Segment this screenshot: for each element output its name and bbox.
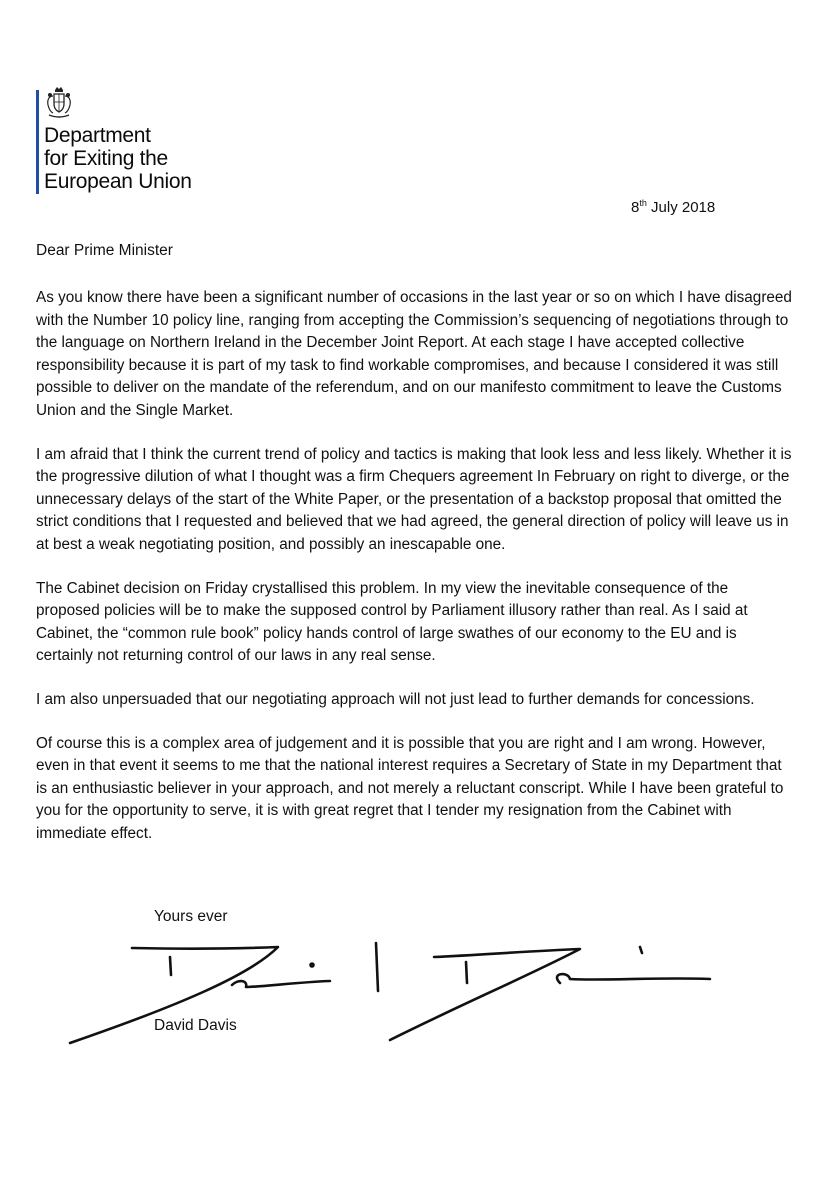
date-suffix: th bbox=[639, 198, 647, 208]
department-logo bbox=[36, 86, 236, 196]
department-line-1: Department bbox=[44, 124, 151, 147]
royal-coat-of-arms-icon bbox=[44, 86, 74, 120]
signoff: Yours ever bbox=[154, 908, 228, 925]
department-name bbox=[44, 124, 192, 193]
logo-rule bbox=[36, 90, 39, 194]
paragraph: As you know there have been a significant number of occasions in the last year or so on which I have disagreed with the Number 10 policy line, ranging from accepting the Commission’s sequencing of negotiations through to the language on Northern Ireland in the December Joint Report. At each stage I have accepted collective responsibility because it is part of my task to find workable compromises, and because I considered it was still possible to deliver on the mandate of the referendum, and on our manifesto commitment to leave the Customs Union and the Single Market. bbox=[36, 289, 792, 419]
paragraph: I am afraid that I think the current trend of policy and tactics is making that look less and less likely. Whether it is the progressive dilution of what I thought was a firm Chequers agreement In February on right to diverge, or the unnecessary delays of the start of the White Paper, or the presentation of a backstop proposal that omitted the strict conditions that I requested and believed that we had agreed, the general direction of policy will leave us in at best a weak negotiating position, and possibly an inescapable one. bbox=[36, 445, 792, 553]
department-line-2: for Exiting the bbox=[44, 147, 168, 170]
letter-body bbox=[36, 287, 796, 866]
date-day: 8 bbox=[631, 199, 640, 216]
salutation: Dear Prime Minister bbox=[36, 242, 173, 259]
signer-name: David Davis bbox=[154, 1017, 237, 1034]
department-line-3: European Union bbox=[44, 170, 192, 193]
paragraph: The Cabinet decision on Friday crystallised this problem. In my view the inevitable consequence of the proposed policies will be to make the supposed control by Parliament illusory rather than real. As I said at Cabinet, the “common rule book” policy hands control of large swathes of our economy to the EU and is certainly not returning control of our laws in any real sense. bbox=[36, 579, 748, 665]
paragraph: Of course this is a complex area of judgement and it is possible that you are right and I am wrong. However, even in that event it seems to me that the national interest requires a Secretary of State in my Department that is an enthusiastic believer in your approach, and not merely a reluctant conscript. While I have been grateful to you for the opportunity to serve, it is with great regret that I tender my resignation from the Cabinet with immediate effect. bbox=[36, 734, 784, 842]
date-rest: July 2018 bbox=[646, 199, 716, 216]
paragraph: I am also unpersuaded that our negotiating approach will not just lead to further demands for concessions. bbox=[36, 690, 755, 708]
letter-date bbox=[631, 199, 715, 216]
